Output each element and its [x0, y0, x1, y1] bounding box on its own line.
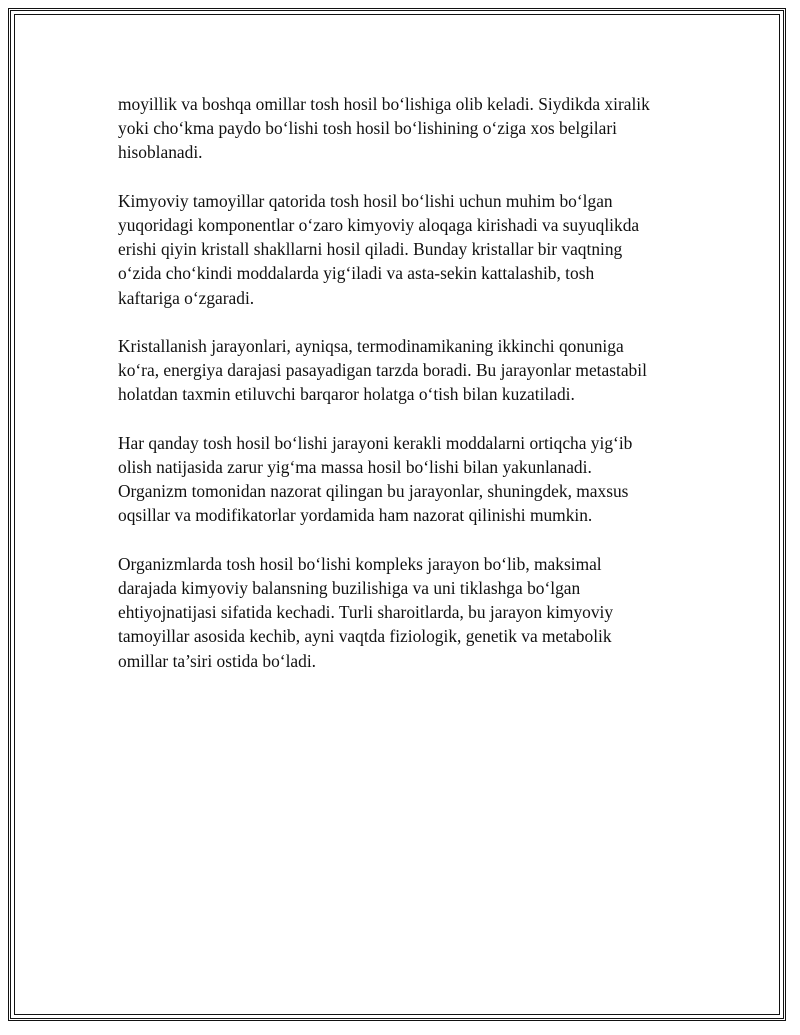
- paragraph-1: moyillik va boshqa omillar tosh hosil bo‘lishiga olib keladi. Siydikda xiralik yoki cho‘kma paydo bo‘lishi tosh hosil bo‘lishining o‘ziga xos belgilari hisoblanadi.: [118, 94, 650, 163]
- paragraph-4: Har qanday tosh hosil bo‘lishi jarayoni kerakli moddalarni ortiqcha yig‘ib olish natijasida zarur yig‘ma massa hosil bo‘lishi bilan yakunlanadi. Organizm tomonidan nazorat qilingan bu jarayonlar, shuningdek, maxsus oqsillar va modifikatorlar yordamida ham nazorat qilinishi mumkin.: [118, 432, 633, 526]
- paragraph-2: Kimyoviy tamoyillar qatorida tosh hosil bo‘lishi uchun muhim bo‘lgan yuqoridagi komponentlar o‘zaro kimyoviy aloqaga kirishadi va suyuqlikda erishi qiyin kristall shakllarni hosil qiladi. Bunday kristallar bir vaqtning o‘zida cho‘kindi moddalarda yig‘iladi va asta-sekin kattalashib, tosh kaftariga o‘zgaradi.: [118, 190, 640, 308]
- document-body: [118, 92, 698, 697]
- paragraph-3: Kristallanish jarayonlari, ayniqsa, termodinamikaning ikkinchi qonuniga ko‘ra, energiya darajasi pasayadigan tarzda boradi. Bu jarayonlar metastabil holatdan taxmin etiluvchi barqaror holatga o‘tish bilan kuzatiladi.: [118, 336, 647, 405]
- paragraph-5: Organizmlarda tosh hosil bo‘lishi kompleks jarayon bo‘lib, maksimal darajada kimyoviy balansning buzilishiga va uni tiklashga bo‘lgan ehtiyojnatijasi sifatida kechadi. Turli sharoitlarda, bu jarayon kimyoviy tamoyillar asosida kechib, ayni vaqtda fiziologik, genetik va metabolik omillar ta’siri ostida bo‘ladi.: [118, 553, 614, 671]
